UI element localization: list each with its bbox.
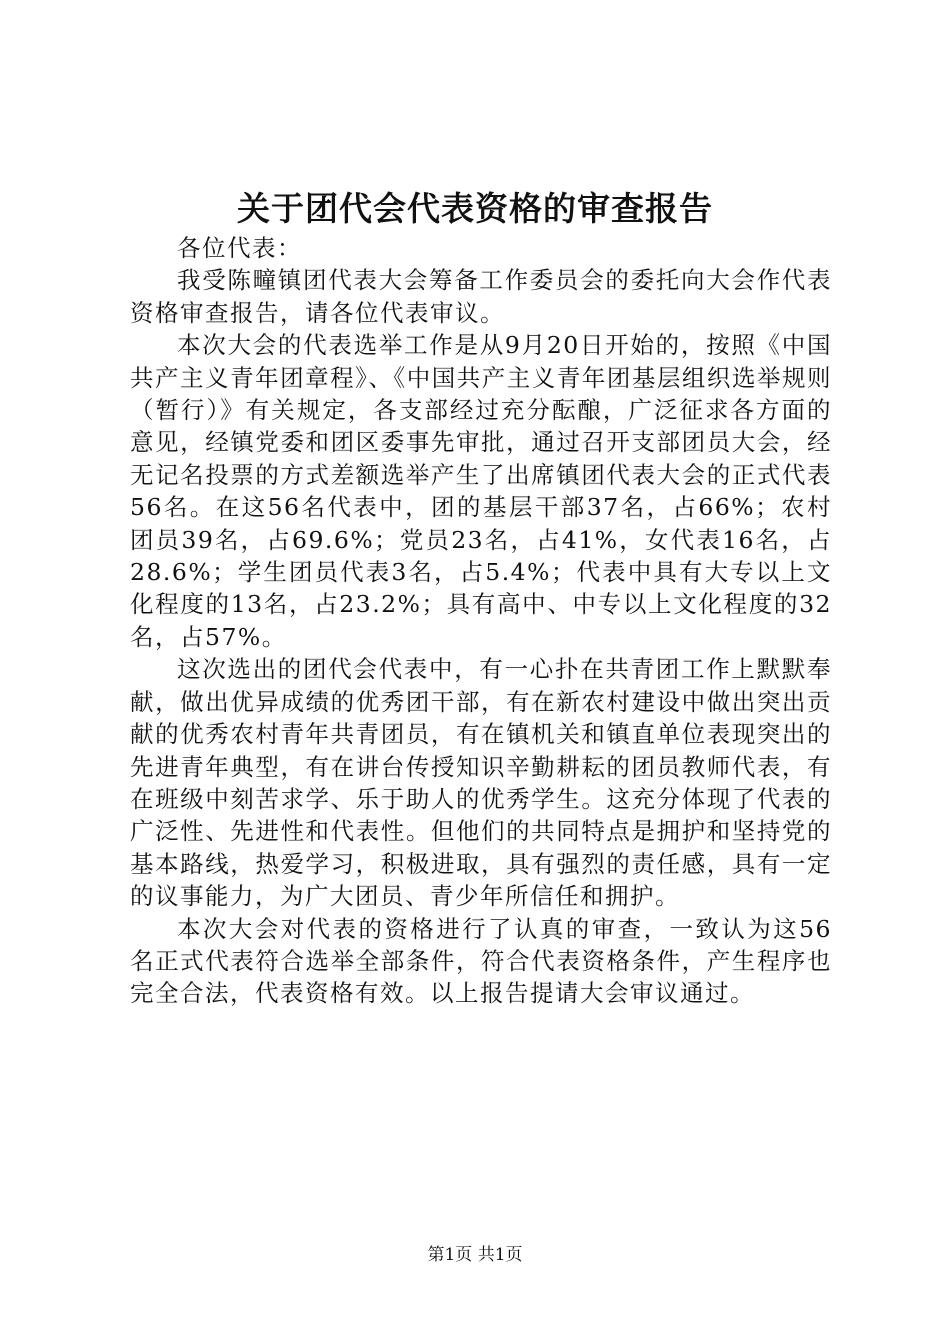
page-footer: 第1页 共1页 [427, 1245, 523, 1265]
paragraph-election-stats: 本次大会的代表选举工作是从9月20日开始的，按照《中国共产主义青年团章程》、《中国共产主义青年团基层组织选举规则（暂行）》有关规定，各支部经过充分酝酿，广泛征求各方面的意见，经镇党委和团区委事先审批，通过召开支部团员大会，经无记名投票的方式差额选举产生了出席镇团代表大会的正式代表56名。在这56名代表中，团的基层干部37名，占66%；农村团员39名，占69.6%；党员23名，占41%，女代表16名，占28.6%；学生团员代表3名，占5.4%；代表中具有大专以上文化程度的13名，占23.2%；具有高中、中专以上文化程度的32名，占57%。 [130, 331, 832, 651]
paragraph-representativeness: 这次选出的团代会代表中，有一心扑在共青团工作上默默奉献，做出优异成绩的优秀团干部，有在新农村建设中做出突出贡献的优秀农村青年共青团员，有在镇机关和镇直单位表现突出的先进青年典型，有在讲台传授知识辛勤耕耘的团员教师代表，有在班级中刻苦求学、乐于助人的优秀学生。这充分体现了代表的广泛性、先进性和代表性。但他们的共同特点是拥护和坚持党的基本路线，热爱学习，积极进取，具有强烈的责任感，具有一定的议事能力，为广大团员、青少年所信任和拥护。 [130, 655, 832, 911]
salutation: 各位代表： [177, 234, 302, 262]
document-body [130, 232, 832, 1010]
paragraph-intro: 我受陈疃镇团代表大会筹备工作委员会的委托向大会作代表资格审查报告，请各位代表审议。 [130, 266, 832, 327]
paragraph-conclusion: 本次大会对代表的资格进行了认真的审查，一致认为这56名正式代表符合选举全部条件，符合代表资格条件，产生程序也完全合法，代表资格有效。以上报告提请大会审议通过。 [130, 914, 832, 1008]
document-title: 关于团代会代表资格的审查报告 [237, 189, 713, 228]
